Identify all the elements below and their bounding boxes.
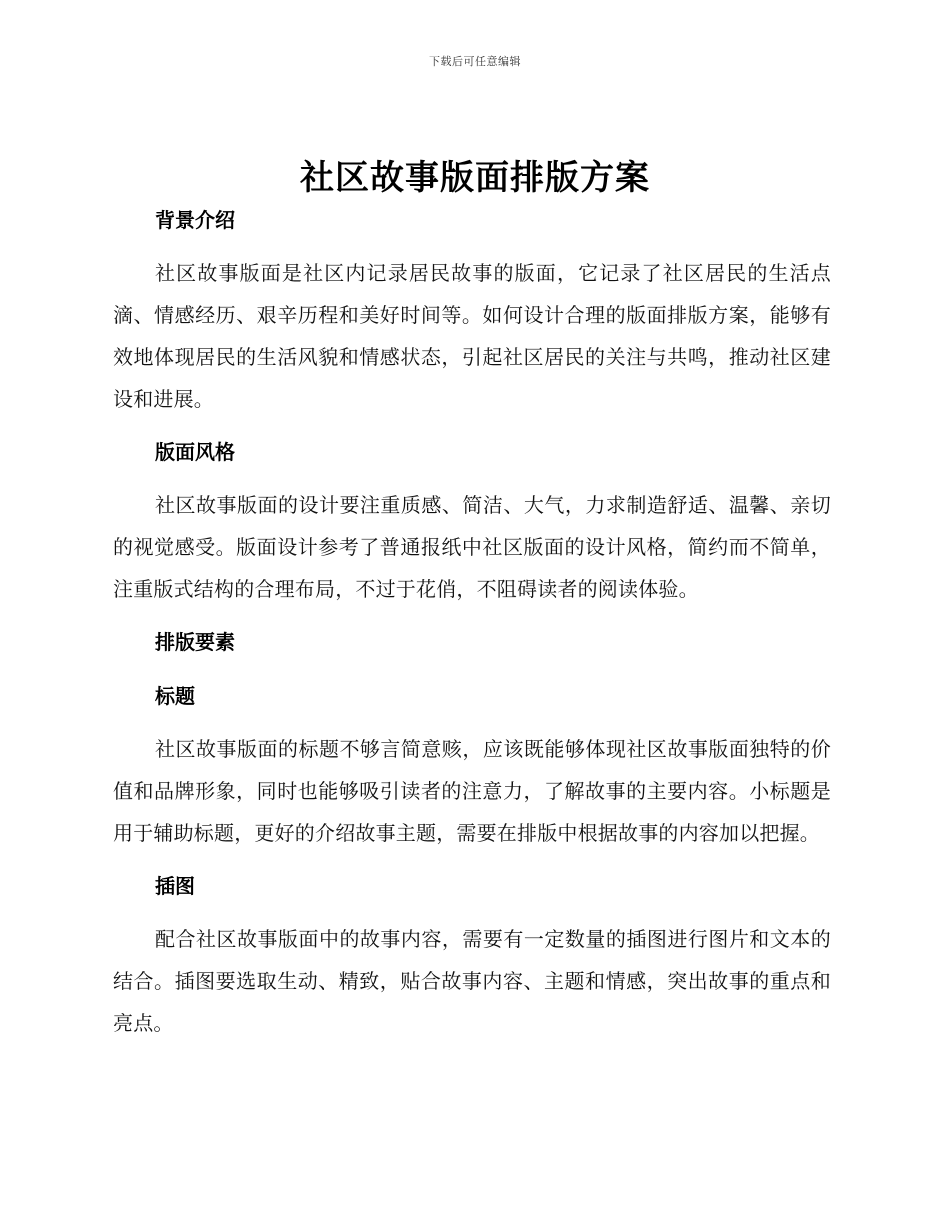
document-body bbox=[113, 200, 831, 1056]
section-heading-title: 标题 bbox=[155, 684, 195, 708]
section-paragraph-illustration: 配合社区故事版面中的故事内容，需要有一定数量的插图进行图片和文本的结合。插图要选取生动、精致，贴合故事内容、主题和情感，突出故事的重点和亮点。 bbox=[113, 927, 831, 1035]
document-title: 社区故事版面排版方案 bbox=[300, 158, 650, 198]
section-paragraph-style: 社区故事版面的设计要注重质感、简洁、大气，力求制造舒适、温馨、亲切的视觉感受。版面设计参考了普通报纸中社区版面的设计风格，简约而不简单，注重版式结构的合理布局，不过于花俏，不阻碍读者的阅读体验。 bbox=[113, 493, 831, 601]
section-heading-background: 背景介绍 bbox=[155, 208, 235, 232]
section-heading-style: 版面风格 bbox=[155, 440, 235, 464]
section-heading-elements: 排版要素 bbox=[155, 630, 235, 654]
page-header-note: 下载后可任意编辑 bbox=[429, 55, 521, 68]
section-paragraph-title: 社区故事版面的标题不够言简意赅，应该既能够体现社区故事版面独特的价值和品牌形象，同时也能够吸引读者的注意力，了解故事的主要内容。小标题是用于辅助标题，更好的介绍故事主题，需要在排版中根据故事的内容加以把握。 bbox=[113, 737, 831, 845]
section-heading-illustration: 插图 bbox=[155, 874, 195, 898]
section-paragraph-background: 社区故事版面是社区内记录居民故事的版面，它记录了社区居民的生活点滴、情感经历、艰辛历程和美好时间等。如何设计合理的版面排版方案，能够有效地体现居民的生活风貌和情感状态，引起社区居民的关注与共鸣，推动社区建设和进展。 bbox=[113, 261, 831, 411]
